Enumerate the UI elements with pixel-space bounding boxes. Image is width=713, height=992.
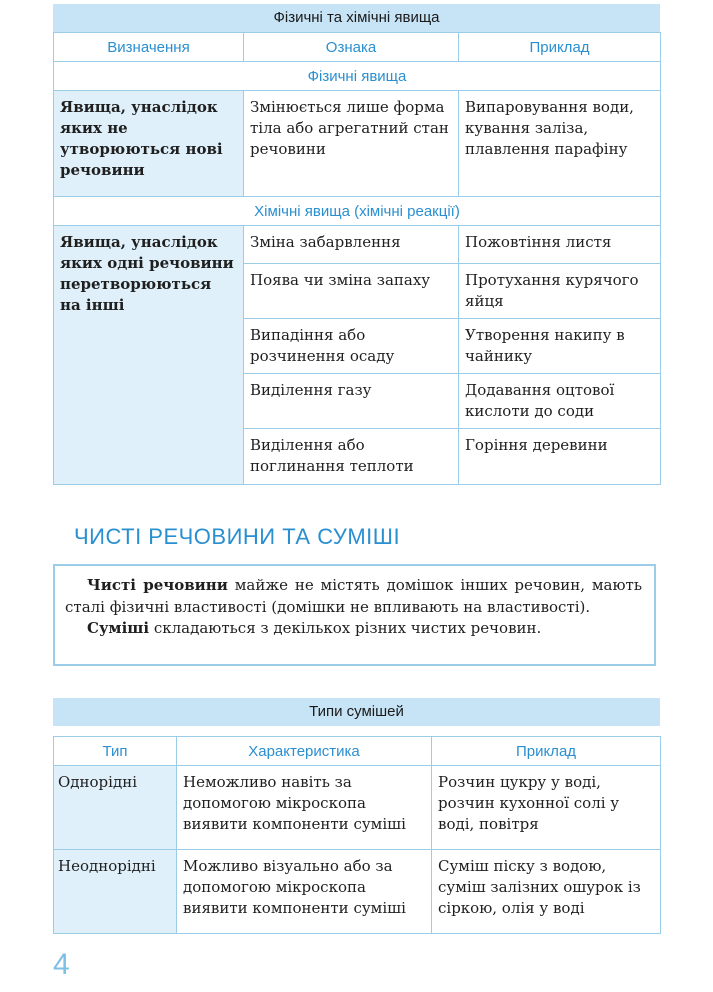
physical-example: Випаровування води, кування заліза, плавлення парафіну	[459, 91, 661, 197]
page-number: 4	[53, 948, 70, 981]
mixtures-term: Суміші	[87, 619, 150, 637]
chemical-definition: Явища, унаслідок яких одні речовини перетворюються на інші	[54, 226, 244, 485]
mixture-type: Неоднорідні	[54, 850, 177, 934]
chemical-example: Протухання курячого яйця	[459, 264, 661, 319]
chemical-sign: Поява чи зміна запаху	[244, 264, 459, 319]
mixture-types-table	[53, 698, 660, 934]
header-type: Тип	[54, 737, 177, 766]
header-example: Приклад	[432, 737, 661, 766]
phenomena-table	[53, 4, 660, 485]
chemical-sign: Випадіння або розчинення осаду	[244, 319, 459, 374]
chemical-section-label: Хімічні явища (хімічні реакції)	[54, 197, 661, 226]
pure-substances-definition	[65, 575, 642, 618]
physical-sign: Змінюється лише форма тіла або агрегатний стан речовини	[244, 91, 459, 197]
chemical-sign: Зміна забарвлення	[244, 226, 459, 264]
header-example: Приклад	[459, 33, 661, 62]
chemical-sign: Виділення або поглинання теплоти	[244, 429, 459, 485]
header-definition: Визначення	[54, 33, 244, 62]
header-sign: Ознака	[244, 33, 459, 62]
mixture-characteristic: Неможливо навіть за допомогою мікроскопа виявити компоненти суміші	[177, 766, 432, 850]
phenomena-table-title: Фізичні та хімічні явища	[53, 4, 660, 32]
chemical-example: Горіння деревини	[459, 429, 661, 485]
chemical-example: Додавання оцтової кислоти до соди	[459, 374, 661, 429]
pure-substances-term: Чисті речовини	[87, 576, 228, 594]
physical-definition: Явища, унаслідок яких не утворюються нові речовини	[54, 91, 244, 197]
chemical-sign: Виділення газу	[244, 374, 459, 429]
physical-section-label: Фізичні явища	[54, 62, 661, 91]
pure-substances-text: майже не містять домішок інших речовин, мають сталі фізичні властивості (домішки не впливають на властивості).	[65, 576, 642, 616]
mixture-type: Однорідні	[54, 766, 177, 850]
chemical-example: Утворення накипу в чайнику	[459, 319, 661, 374]
header-characteristic: Характеристика	[177, 737, 432, 766]
section-heading: ЧИСТІ РЕЧОВИНИ ТА СУМІШІ	[74, 524, 401, 549]
definitions-box	[53, 564, 656, 666]
mixture-characteristic: Можливо візуально або за допомогою мікроскопа виявити компоненти суміші	[177, 850, 432, 934]
chemical-example: Пожовтіння листя	[459, 226, 661, 264]
mixture-types-title: Типи сумішей	[53, 698, 660, 726]
mixtures-definition	[65, 618, 642, 640]
mixture-example: Суміш піску з водою, суміш залізних ошурок із сіркою, олія у воді	[432, 850, 661, 934]
mixtures-text: складаються з декількох різних чистих речовин.	[149, 619, 542, 637]
mixture-example: Розчин цукру у воді, розчин кухонної солі у воді, повітря	[432, 766, 661, 850]
